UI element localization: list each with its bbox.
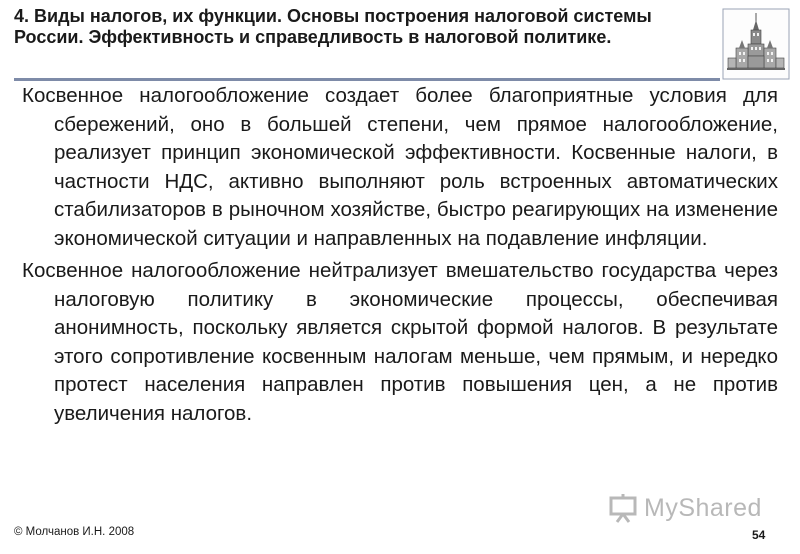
watermark-text: MyShared [644,494,762,522]
slide-body [22,82,778,428]
slide-title: 4. Виды налогов, их функции. Основы построения налоговой системы России. Эффективность и справедливость в налоговой политике. [14,6,652,47]
university-building-icon [722,8,790,80]
footer-author: © Молчанов И.Н. 2008 [14,526,135,538]
paragraph-indirect-tax-savings: Косвенное налогообложение создает более благоприятные условия для сбережений, оно в большей степени, чем прямое налогообложение, реализует принцип экономической эффективности. Косвенные налоги, в частности НДС, активно выполняют роль встроенных автоматических стабилизаторов в рыночном хозяйстве, быстро реагирующих на изменение экономической ситуации и направленных на подавление инфляции. [22,84,778,250]
slide-header [14,6,704,48]
presentation-board-icon [608,492,640,524]
header-divider [14,78,720,81]
myshared-watermark [608,492,794,524]
page-number: 54 [752,528,766,542]
paragraph-indirect-tax-neutrality: Косвенное налогообложение нейтрализует вмешательство государства через налоговую политику в экономические процессы, обеспечивая анонимность, поскольку является скрытой формой налогов. В результате этого сопротивление косвенным налогам меньше, чем прямым, и нередко протест населения направлен против повышения цен, а не против увеличения налогов. [22,259,778,425]
